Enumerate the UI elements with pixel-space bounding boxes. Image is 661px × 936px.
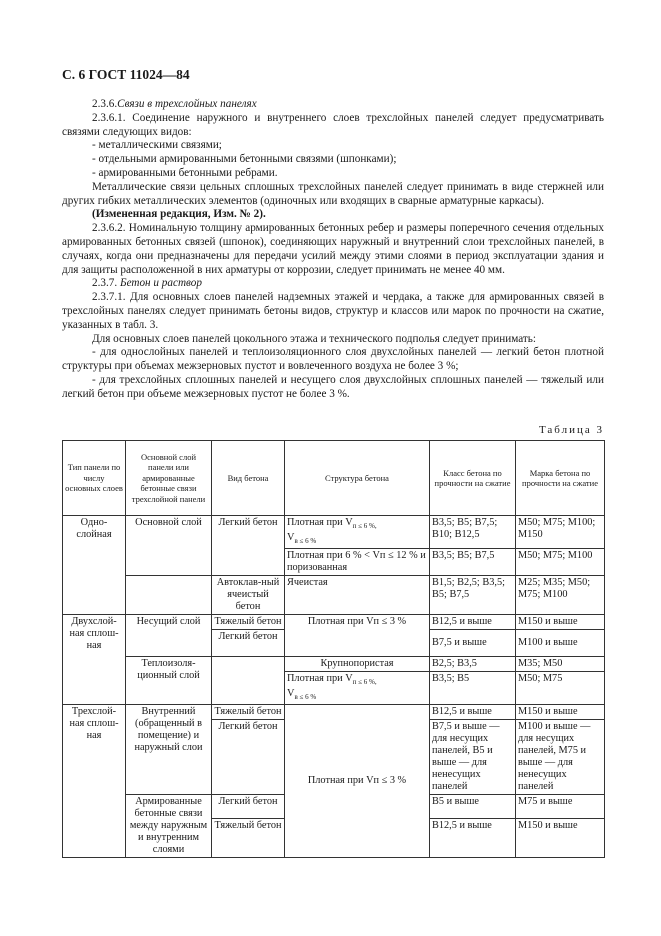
grade-cell: М50; М75; М100	[516, 549, 605, 576]
concrete-kind-cell: Тяжелый бетон	[212, 819, 285, 858]
panel-type-cell: Одно-слойная	[63, 516, 126, 615]
class-cell: В12,5 и выше	[430, 615, 516, 630]
layer-cell: Внутренний (обращенный в помещение) и наружный слои	[126, 705, 212, 795]
concrete-kind-cell: Легкий бетон	[212, 720, 285, 795]
class-cell: В3,5; В5; В7,5; В10; В12,5	[430, 516, 516, 549]
header-cell: Марка бетона по прочности на сжатие	[516, 441, 605, 516]
header-cell: Структура бетона	[285, 441, 430, 516]
section-number: 2.3.7.	[92, 277, 118, 290]
class-cell: В3,5; В5	[430, 672, 516, 705]
grade-cell: М35; М50	[516, 657, 605, 672]
table-row	[63, 516, 605, 549]
list-item: - для трехслойных сплошных панелей и несущего слоя двухслойных сплошных панелей — тяжелый или легкий бетон при объеме межзерновых пустот не более 3 %.	[62, 373, 604, 400]
header-cell: Тип панели по числу основных слоев	[63, 441, 126, 516]
table-row	[63, 615, 605, 630]
class-cell: В12,5 и выше	[430, 819, 516, 858]
grade-cell: М75 и выше	[516, 795, 605, 819]
concrete-kind-cell: Легкий бетон	[212, 795, 285, 819]
section-title	[62, 277, 604, 291]
structure-cell: Плотная при Vп ≤ 3 %	[285, 705, 430, 858]
section-number: 2.3.6.	[92, 98, 118, 110]
amendment-note: (Измененная редакция, Изм. № 2).	[92, 208, 266, 221]
header-cell: Вид бетона	[212, 441, 285, 516]
list-item: - отдельными армированными бетонными связями (шпонками);	[92, 153, 397, 166]
class-cell: В2,5; В3,5	[430, 657, 516, 672]
paragraph: Для основных слоев панелей цокольного этажа и технического подполья следует принимать:	[92, 332, 537, 345]
table-row	[63, 657, 605, 672]
grade-cell: М100 и выше — для несущих панелей, М75 и выше — для ненесущих панелей	[516, 720, 605, 795]
class-cell: В12,5 и выше	[430, 705, 516, 720]
class-cell: В7,5 и выше — для несущих панелей, В5 и выше — для ненесущих панелей	[430, 720, 516, 795]
header-cell: Основной слой панели или армированные бетонные связи трехслойной панели	[126, 441, 212, 516]
paragraph: 2.3.6.2. Номинальную толщину армированных бетонных ребер и размеры поперечного сечения отдельных армированных бетонных связей (шпонок), соединяющих наружный и внутренний слои трехслойных панелей, в случаях, когда они предназначены для передачи усилий между этими слоями в период эксплуатации здания и для защиты расположенной в них арматуры от коррозии, следует принимать не менее 40 мм.	[62, 222, 604, 276]
concrete-kind-cell: Легкий бетон	[212, 516, 285, 576]
grade-cell: М150 и выше	[516, 615, 605, 630]
concrete-kind-cell	[212, 657, 285, 705]
grade-cell: М150 и выше	[516, 819, 605, 858]
panel-type-cell: Трехслой-ная сплош-ная	[63, 705, 126, 858]
class-cell: В1,5; В2,5; В3,5; В5; В7,5	[430, 576, 516, 615]
grade-cell: М25; М35; М50; М75; М100	[516, 576, 605, 615]
grade-cell: М150 и выше	[516, 705, 605, 720]
table-caption: Таблица 3	[538, 424, 604, 436]
layer-cell: Армированные бетонные связи между наружным и внутренним слоями	[126, 795, 212, 858]
panel-type-cell: Двухслой-ная сплош-ная	[63, 615, 126, 705]
concrete-table	[62, 440, 605, 858]
concrete-kind-cell: Автоклав-ный ячеистый бетон	[212, 576, 285, 615]
concrete-kind-cell: Тяжелый бетон	[212, 615, 285, 630]
structure-cell: Крупнопористая	[285, 657, 430, 672]
structure-cell: Плотная при $V_{п \le 6 \%,}$ $V_{в \le 6 \%}$	[285, 516, 430, 549]
page-header: С. 6 ГОСТ 11024—84	[62, 67, 190, 82]
table-row	[63, 705, 605, 720]
layer-cell: Несущий слой	[126, 615, 212, 657]
structure-cell: Плотная при Vп ≤ 3 %	[285, 615, 430, 657]
concrete-kind-cell: Легкий бетон	[212, 630, 285, 657]
paragraph: Металлические связи цельных сплошных трехслойных панелей следует принимать в виде стержней или других гибких металлических элементов (одиночных или входящих в сварные арматурные каркасы).	[62, 180, 604, 207]
layer-cell	[126, 576, 212, 615]
class-cell: В7,5 и выше	[430, 630, 516, 657]
header-cell: Класс бетона по прочности на сжатие	[430, 441, 516, 516]
paragraph: 2.3.6.1. Соединение наружного и внутреннего слоев трехслойных панелей следует предусматривать связями следующих видов:	[62, 111, 604, 138]
list-item: - металлическими связями;	[92, 139, 222, 152]
grade-cell: М50; М75; М100; М150	[516, 516, 605, 549]
structure-cell: Плотная при 6 % < Vп ≤ 12 % и поризованная	[285, 549, 430, 576]
table-header-row	[63, 441, 605, 516]
list-item: - армированными бетонными ребрами.	[92, 166, 278, 179]
body-text	[62, 98, 604, 402]
layer-cell: Теплоизоля-ционный слой	[126, 657, 212, 705]
paragraph: 2.3.7.1. Для основных слоев панелей надземных этажей и чердака, а также для армированных связей в трехслойных панелях следует принимать бетоны видов, структур и классов или марок по прочности на сжатие, указанных в табл. 3.	[62, 291, 604, 331]
section-title	[62, 98, 604, 112]
table-row	[63, 576, 605, 615]
section-name: Бетон и раствор	[119, 277, 202, 290]
grade-cell: М100 и выше	[516, 630, 605, 657]
structure-cell: Ячеистая	[285, 576, 430, 615]
structure-cell: Плотная при $V_{п \le 6 \%,}$ $V_{в \le 6 \%}$	[285, 672, 430, 705]
grade-cell: М50; М75	[516, 672, 605, 705]
concrete-kind-cell: Тяжелый бетон	[212, 705, 285, 720]
section-name: Связи в трехслойных панелях	[117, 98, 257, 110]
list-item: - для однослойных панелей и теплоизоляционного слоя двухслойных панелей — легкий бетон плотной структуры при объемах межзерновых пустот и вовлеченного воздуха не более 3 %;	[62, 346, 604, 373]
class-cell: В5 и выше	[430, 795, 516, 819]
layer-cell: Основной слой	[126, 516, 212, 576]
class-cell: В3,5; В5; В7,5	[430, 549, 516, 576]
